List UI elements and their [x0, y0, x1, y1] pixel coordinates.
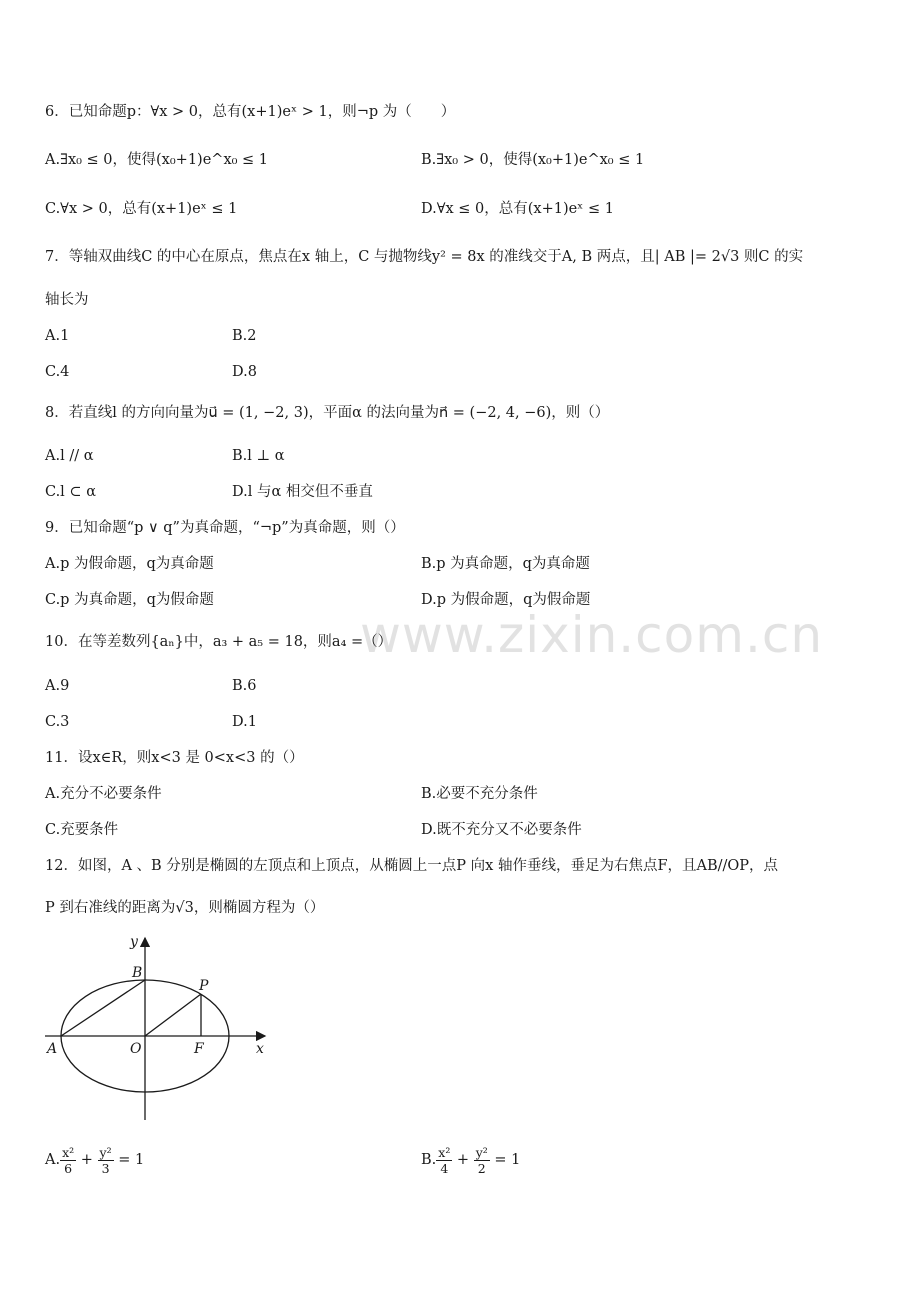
- label-x: x: [256, 1041, 264, 1057]
- q8-stem: 8．若直线l 的方向向量为u⃗ = (1, −2, 3)，平面α 的法向量为n⃗ = (−2, 4, −6)，则（）: [45, 405, 610, 421]
- q12-option-a: A. $\frac{\text{x²}}{6}$ + $\frac{\text{y²}}{3}$ = 1: [45, 1144, 145, 1176]
- segment-op: [145, 994, 201, 1036]
- q12-option-b: B. $\frac{\text{x²}}{4}$ + $\frac{\text{y²}}{2}$ = 1: [421, 1144, 521, 1176]
- q12-stem-line1: 12．如图，A 、B 分别是椭圆的左顶点和上顶点，从椭圆上一点P 向x 轴作垂线，垂足为右焦点F，且AB//OP，点: [45, 858, 779, 874]
- q11-option-d: D.既不充分又不必要条件: [421, 822, 582, 838]
- ellipse-figure: [40, 930, 280, 1125]
- q6-option-d: D.∀x ≤ 0，总有(x+1)eˣ ≤ 1: [421, 201, 614, 217]
- label-f: F: [194, 1041, 204, 1057]
- q8-option-a: A.l // α: [45, 448, 94, 464]
- q6-option-b: B.∃x₀ > 0，使得(x₀+1)e^x₀ ≤ 1: [421, 152, 645, 168]
- q10-option-b: B.6: [232, 678, 257, 694]
- q12-stem-line2: P 到右准线的距离为√3，则椭圆方程为（）: [45, 900, 325, 916]
- q8-option-d: D.l 与α 相交但不垂直: [232, 484, 373, 500]
- q9-option-b: B.p 为真命题，q为真命题: [421, 556, 590, 572]
- q10-stem: 10．在等差数列{aₙ}中，a₃ + a₅ = 18，则a₄ =（）: [45, 634, 393, 650]
- q7-stem-line2: 轴长为: [45, 292, 89, 308]
- q9-option-c: C.p 为真命题，q为假命题: [45, 592, 214, 608]
- q8-option-b: B.l ⊥ α: [232, 448, 285, 464]
- q7-option-b: B.2: [232, 328, 257, 344]
- q9-stem: 9．已知命题“p ∨ q”为真命题，“¬p”为真命题，则（）: [45, 520, 405, 536]
- q11-option-c: C.充要条件: [45, 822, 119, 838]
- q6-option-a: A.∃x₀ ≤ 0，使得(x₀+1)e^x₀ ≤ 1: [45, 152, 269, 168]
- q11-option-a: A.充分不必要条件: [45, 786, 162, 802]
- q7-option-c: C.4: [45, 364, 70, 380]
- watermark: www.zixin.com.cn: [360, 606, 824, 664]
- q7-option-a: A.1: [45, 328, 70, 344]
- q6-option-c: C.∀x > 0，总有(x+1)eˣ ≤ 1: [45, 201, 238, 217]
- q10-option-a: A.9: [45, 678, 70, 694]
- q7-option-d: D.8: [232, 364, 257, 380]
- q8-option-c: C.l ⊂ α: [45, 484, 96, 500]
- q9-option-a: A.p 为假命题，q为真命题: [45, 556, 214, 572]
- q10-option-c: C.3: [45, 714, 70, 730]
- q9-option-d: D.p 为假命题，q为假命题: [421, 592, 591, 608]
- q11-option-b: B.必要不充分条件: [421, 786, 538, 802]
- q11-stem: 11．设x∈R，则x<3 是 0<x<3 的（）: [45, 750, 304, 766]
- segment-ab: [61, 980, 145, 1036]
- q6-stem: 6．已知命题p：∀x > 0，总有(x+1)eˣ > 1，则¬p 为（ ）: [45, 104, 456, 120]
- label-o: O: [130, 1041, 142, 1057]
- q7-stem-line1: 7．等轴双曲线C 的中心在原点，焦点在x 轴上，C 与抛物线y² = 8x 的准线交于A, B 两点，且| AB |= 2√3 则C 的实: [45, 249, 804, 265]
- label-a: A: [47, 1041, 58, 1057]
- label-p: P: [199, 978, 209, 994]
- label-b: B: [132, 965, 143, 981]
- label-y: y: [130, 934, 138, 950]
- q10-option-d: D.1: [232, 714, 257, 730]
